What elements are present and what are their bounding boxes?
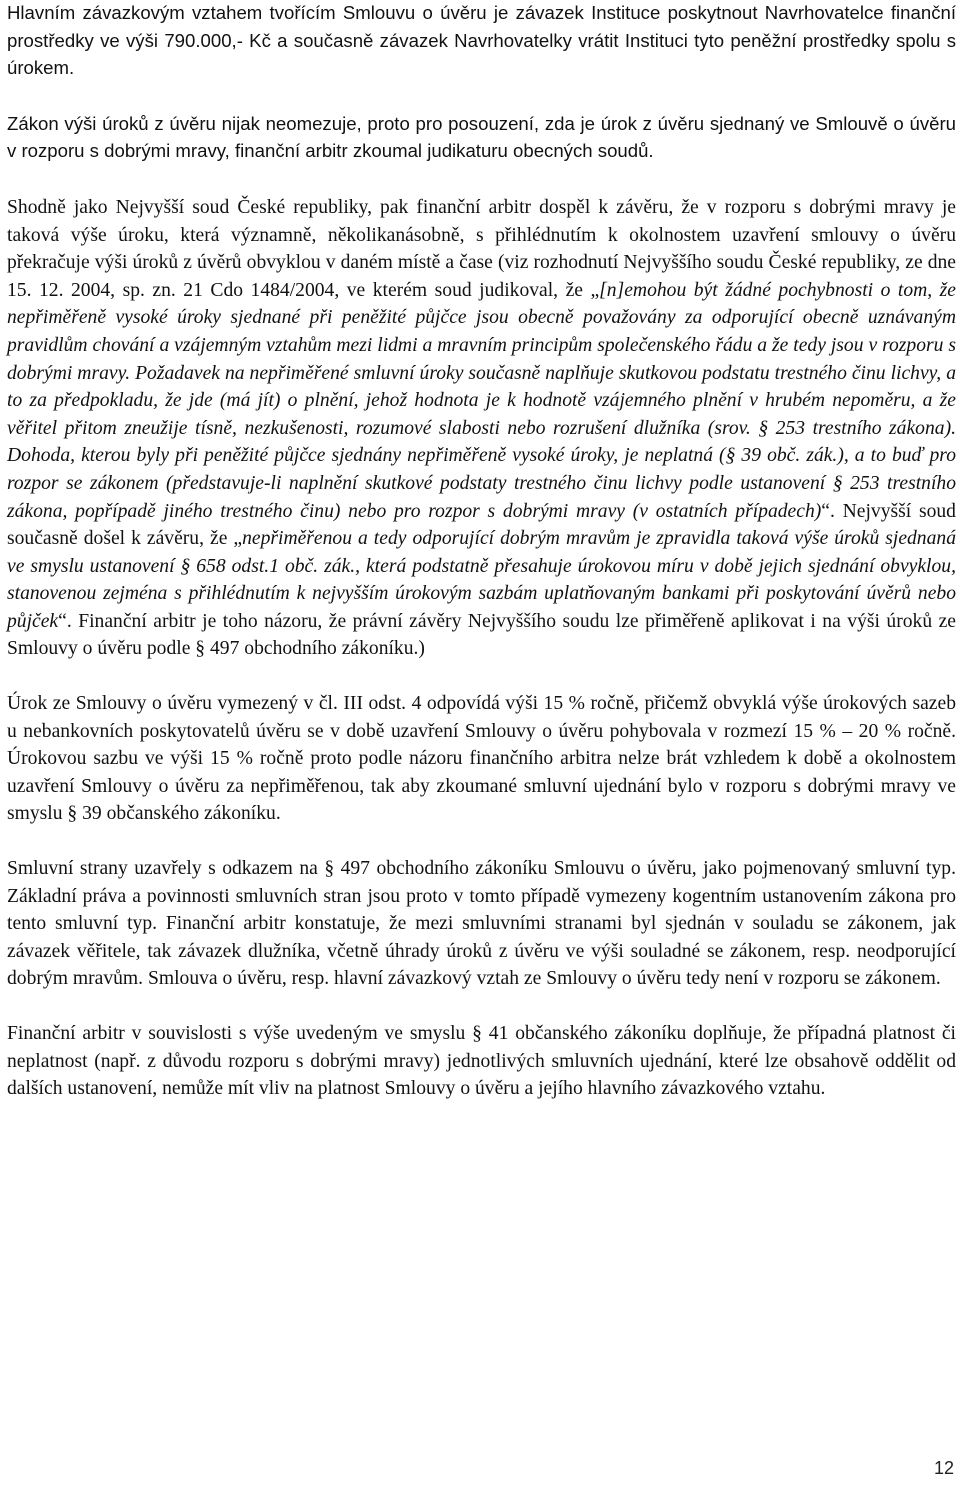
paragraph-interest-rate [7,690,956,828]
paragraph-main-obligation [7,0,956,82]
paragraph-text: “. Nejvyšší soud současně došel k závěru, že „ [7,500,956,550]
court-quote-1: [n]emohou být žádné pochybnosti o tom, že nepřiměřeně vysoké úroky sjednané při peněžité půjčce jsou obecně považovány za odporující obecně uznávaným pravidlům chování a vzájemným vztahům mezi lidmi a mravním principům společenského řádu a že tedy jsou v rozporu s dobrými mravy. Požadavek na nepřiměřené smluvní úroky současně naplňuje skutkovou podstatu trestného činu lichvy, a to za předpokladu, že jde (má jít) o plnění, jehož hodnota je k hodnotě vzájemného plnění v hrubém nepoměru, a že věřitel přitom zneužije tísně, nezkušenosti, rozumové slabosti nebo rozrušení dlužníka (srov. § 253 trestního zákona). Dohoda, kterou byly při peněžité půjčce sjednány nepřiměřeně vysoké úroky, je neplatná (§ 39 obč. zák.), a to buď pro rozpor se zákonem (představuje-li naplnění skutkové podstaty trestného činu lichvy podle ustanovení § 253 trestního zákona, popřípadě jiného trestného činu) nebo pro rozpor s dobrými mravy (v ostatních případech) [7,279,956,522]
paragraph-text: Zákon výši úroků z úvěru nijak neomezuje, proto pro posouzení, zda je úrok z úvěru sjednaný ve Smlouvě o úvěru v rozporu s dobrými mravy, finanční arbitr zkoumal judikaturu obecných soudů. [7,112,956,162]
paragraph-interest-law [7,110,956,165]
paragraph-supreme-court [7,194,956,663]
document-page [7,0,956,1103]
page-number: 12 [933,1458,954,1478]
paragraph-contract-type [7,855,956,993]
paragraph-text: Hlavním závazkovým vztahem tvořícím Smlouvu o úvěru je závazek Instituce poskytnout Navrhovatelce finanční prostředky ve výši 790.000,- Kč a současně závazek Navrhovatelky vrátit Instituci tyto peněžní prostředky spolu s úrokem. [7,2,956,79]
court-quote-2: nepřiměřenou a tedy odporující dobrým mravům je zpravidla taková výše úroků sjednaná ve smyslu ustanovení § 658 odst.1 obč. zák., která podstatně přesahuje úrokovou míru v době jejich sjednání obvyklou, stanovenou zejména s přihlédnutím k nejvyšším úrokovým sazbám uplatňovaným bankami při poskytování úvěrů nebo půjček [7,528,956,632]
paragraph-text: Smluvní strany uzavřely s odkazem na § 497 obchodního zákoníku Smlouvu o úvěru, jako pojmenovaný smluvní typ. Základní práva a povinnosti smluvních stran jsou proto v tomto případě vymezeny kogentním ustanovením zákona pro tento smluvní typ. Finanční arbitr konstatuje, že mezi smluvními stranami byl sjednán v souladu se zákonem, jak závazek věřitele, tak závazek dlužníka, včetně úhrady úroků z úvěru ve výši souladné se zákonem, resp. neodporující dobrým mravům. Smlouva o úvěru, resp. hlavní závazkový vztah ze Smlouvy o úvěru tedy není v rozporu se zákonem. [7,858,956,990]
paragraph-text: Finanční arbitr v souvislosti s výše uvedeným ve smyslu § 41 občanského zákoníku doplňuje, že případná platnost či neplatnost (např. z důvodu rozporu s dobrými mravy) jednotlivých smluvních ujednání, které lze obsahově oddělit od dalších ustanovení, nemůže mít vliv na platnost Smlouvy o úvěru a jejího hlavního závazkového vztahu. [7,1023,956,1100]
paragraph-text: “. Finanční arbitr je toho názoru, že právní závěry Nejvyššího soudu lze přiměřeně aplikovat i na výši úroků ze Smlouvy o úvěru podle § 497 obchodního zákoníku.) [7,610,956,660]
paragraph-text: Úrok ze Smlouvy o úvěru vymezený v čl. III odst. 4 odpovídá výši 15 % ročně, přičemž obvyklá výše úrokových sazeb u nebankovních poskytovatelů úvěru se v době uzavření Smlouvy o úvěru pohybovala v rozmezí 15 % – 20 % ročně. Úrokovou sazbu ve výši 15 % ročně proto podle názoru finančního arbitra nelze brát vzhledem k době a okolnostem uzavření Smlouvy o úvěru za nepřiměřenou, tak aby zkoumané smluvní ujednání bylo v rozporu s dobrými mravy ve smyslu § 39 občanského zákoníku. [7,693,956,825]
paragraph-text: Shodně jako Nejvyšší soud České republiky, pak finanční arbitr dospěl k závěru, že v rozporu s dobrými mravy je taková výše úroku, která významně, několikanásobně, s přihlédnutím k okolnostem uzavření smlouvy o úvěru překračuje výši úroků z úvěrů obvyklou v daném místě a čase (viz rozhodnutí Nejvyššího soudu České republiky, ze dne 15. 12. 2004, sp. zn. 21 Cdo 1484/2004, ve kterém soud judikoval, že „ [7,196,956,301]
paragraph-severability [7,1020,956,1103]
